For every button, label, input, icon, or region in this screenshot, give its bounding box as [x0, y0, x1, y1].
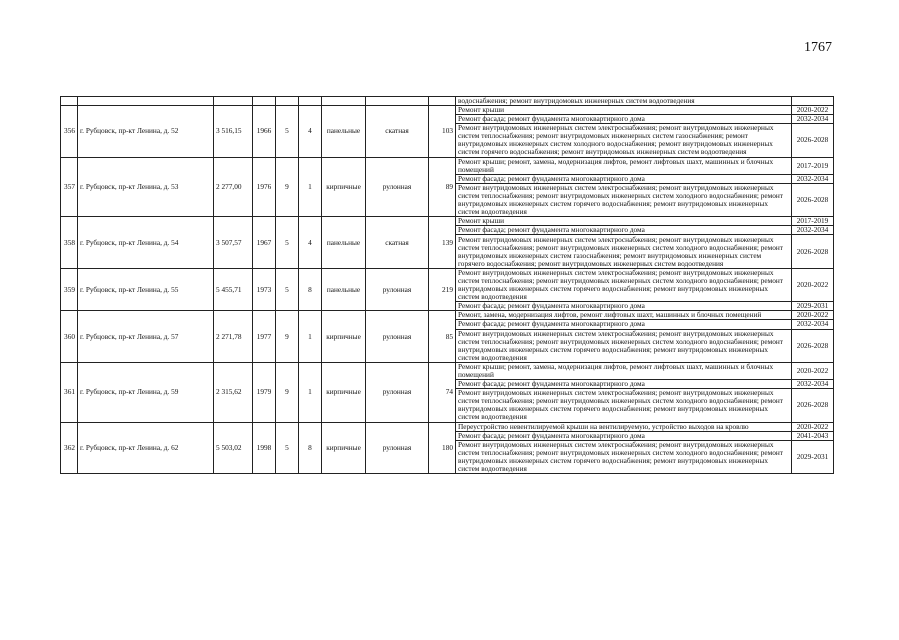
- build-year: 1966: [253, 106, 276, 158]
- roof-type: рулонная: [366, 422, 429, 474]
- period-cell: 2017-2019: [792, 217, 834, 226]
- residents-count: 85: [429, 311, 456, 363]
- table-row: [61, 217, 834, 226]
- building-address: г. Рубцовск, пр-кт Ленина, д. 52: [78, 106, 214, 158]
- period-cell: [792, 97, 834, 106]
- build-year: 1977: [253, 311, 276, 363]
- table-row: [61, 422, 834, 431]
- work-cell: Ремонт фасада; ремонт фундамента многоквартирного дома: [456, 320, 792, 329]
- work-cell: Ремонт внутридомовых инженерных систем электроснабжения; ремонт внутридомовых инженерных систем теплоснабжения; ремонт внутридомовых инженерных систем холодного водоснабжения; ремонт внутридомовых инженерных систем горячего водоснабжения; ремонт внутридомовых инженерных систем водоотведения: [456, 440, 792, 473]
- work-cell: Ремонт внутридомовых инженерных систем электроснабжения; ремонт внутридомовых инженерных систем теплоснабжения; ремонт внутридомовых инженерных систем холодного водоснабжения; ремонт внутридомовых инженерных систем газоснабжения; ремонт внутридомовых инженерных систем горячего водоснабжения; ремонт внутридомовых инженерных систем водоотведения: [456, 235, 792, 268]
- entrances-count: 8: [299, 422, 322, 474]
- wall-material: панельные: [322, 217, 366, 269]
- build-year: 1973: [253, 268, 276, 310]
- period-cell: 2020-2022: [792, 422, 834, 431]
- work-cell: Ремонт крыши: [456, 217, 792, 226]
- building-address: г. Рубцовск, пр-кт Ленина, д. 54: [78, 217, 214, 269]
- building-number: 357: [61, 157, 78, 217]
- table-row: [61, 311, 834, 320]
- building-area: 2 277,00: [214, 157, 253, 217]
- build-year: 1998: [253, 422, 276, 474]
- period-cell: 2020-2022: [792, 106, 834, 115]
- floors-count: 5: [276, 106, 299, 158]
- page-number: 1767: [804, 40, 832, 55]
- floors-count: 9: [276, 157, 299, 217]
- work-cell: Ремонт внутридомовых инженерных систем электроснабжения; ремонт внутридомовых инженерных систем теплоснабжения; ремонт внутридомовых инженерных систем холодного водоснабжения; ремонт внутридомовых инженерных систем горячего водоснабжения; ремонт внутридомовых инженерных систем водоотведения: [456, 389, 792, 422]
- period-cell: 2029-2031: [792, 440, 834, 473]
- work-cell: Ремонт внутридомовых инженерных систем электроснабжения; ремонт внутридомовых инженерных систем теплоснабжения; ремонт внутридомовых инженерных систем газоснабжения; ремонт внутридомовых инженерных систем холодного водоснабжения; ремонт внутридомовых инженерных систем горячего водоснабжения; ремонт внутридомовых инженерных систем водоотведения: [456, 124, 792, 157]
- period-cell: 2032-2034: [792, 320, 834, 329]
- period-cell: 2032-2034: [792, 174, 834, 183]
- work-cell: Ремонт крыши; ремонт, замена, модернизация лифтов, ремонт лифтовых шахт, машинных и блочных помещений: [456, 157, 792, 174]
- wall-material: кирпичные: [322, 311, 366, 363]
- residents-count: 139: [429, 217, 456, 269]
- entrances-count: 1: [299, 157, 322, 217]
- work-cell: Ремонт фасада; ремонт фундамента многоквартирного дома: [456, 380, 792, 389]
- wall-material: кирпичные: [322, 362, 366, 422]
- work-cell: Ремонт фасада; ремонт фундамента многоквартирного дома: [456, 431, 792, 440]
- floors-count: 5: [276, 422, 299, 474]
- period-cell: 2032-2034: [792, 380, 834, 389]
- wall-material: панельные: [322, 268, 366, 310]
- residents-count: 219: [429, 268, 456, 310]
- period-cell: 2029-2031: [792, 302, 834, 311]
- wall-material: кирпичные: [322, 422, 366, 474]
- work-cell: Ремонт, замена, модернизация лифтов, ремонт лифтовых шахт, машинных и блочных помещений: [456, 311, 792, 320]
- building-number: 359: [61, 268, 78, 310]
- period-cell: 2032-2034: [792, 115, 834, 124]
- building-address: г. Рубцовск, пр-кт Ленина, д. 53: [78, 157, 214, 217]
- roof-type: рулонная: [366, 157, 429, 217]
- building-area: 5 503,02: [214, 422, 253, 474]
- period-cell: 2020-2022: [792, 362, 834, 379]
- building-number: 360: [61, 311, 78, 363]
- building-number: 356: [61, 106, 78, 158]
- building-address: г. Рубцовск, пр-кт Ленина, д. 59: [78, 362, 214, 422]
- wall-material: панельные: [322, 106, 366, 158]
- wall-material: кирпичные: [322, 157, 366, 217]
- table-row: [61, 106, 834, 115]
- floors-count: 9: [276, 311, 299, 363]
- period-cell: 2026-2028: [792, 329, 834, 362]
- table-row: [61, 362, 834, 379]
- work-cell: Ремонт внутридомовых инженерных систем электроснабжения; ремонт внутридомовых инженерных систем теплоснабжения; ремонт внутридомовых инженерных систем холодного водоснабжения; ремонт внутридомовых инженерных систем горячего водоснабжения; ремонт внутридомовых инженерных систем водоотведения: [456, 329, 792, 362]
- capital-repair-table: [60, 96, 834, 474]
- period-cell: 2026-2028: [792, 124, 834, 157]
- period-cell: 2026-2028: [792, 389, 834, 422]
- period-cell: 2026-2028: [792, 183, 834, 216]
- build-year: 1979: [253, 362, 276, 422]
- table-row: [61, 268, 834, 301]
- work-cell: Ремонт крыши: [456, 106, 792, 115]
- work-cell: Ремонт внутридомовых инженерных систем электроснабжения; ремонт внутридомовых инженерных систем теплоснабжения; ремонт внутридомовых инженерных систем холодного водоснабжения; ремонт внутридомовых инженерных систем горячего водоснабжения; ремонт внутридомовых инженерных систем водоотведения: [456, 268, 792, 301]
- period-cell: 2020-2022: [792, 311, 834, 320]
- work-cell: водоснабжения; ремонт внутридомовых инженерных систем водоотведения: [456, 97, 792, 106]
- entrances-count: 4: [299, 217, 322, 269]
- building-number: 362: [61, 422, 78, 474]
- building-address: г. Рубцовск, пр-кт Ленина, д. 57: [78, 311, 214, 363]
- entrances-count: 1: [299, 311, 322, 363]
- continuation-row: [61, 97, 834, 106]
- building-address: г. Рубцовск, пр-кт Ленина, д. 62: [78, 422, 214, 474]
- work-cell: Ремонт фасада; ремонт фундамента многоквартирного дома: [456, 302, 792, 311]
- work-cell: Переустройство невентилируемой крыши на вентилируемую, устройство выходов на кровлю: [456, 422, 792, 431]
- period-cell: 2032-2034: [792, 226, 834, 235]
- roof-type: скатная: [366, 217, 429, 269]
- work-cell: Ремонт крыши; ремонт, замена, модернизация лифтов, ремонт лифтовых шахт, машинных и блочных помещений: [456, 362, 792, 379]
- roof-type: рулонная: [366, 362, 429, 422]
- build-year: 1967: [253, 217, 276, 269]
- roof-type: рулонная: [366, 311, 429, 363]
- residents-count: 180: [429, 422, 456, 474]
- period-cell: 2020-2022: [792, 268, 834, 301]
- work-cell: Ремонт фасада; ремонт фундамента многоквартирного дома: [456, 115, 792, 124]
- roof-type: рулонная: [366, 268, 429, 310]
- building-area: 2 315,62: [214, 362, 253, 422]
- residents-count: 103: [429, 106, 456, 158]
- period-cell: 2026-2028: [792, 235, 834, 268]
- building-area: 2 271,78: [214, 311, 253, 363]
- residents-count: 74: [429, 362, 456, 422]
- building-area: 3 516,15: [214, 106, 253, 158]
- work-cell: Ремонт фасада; ремонт фундамента многоквартирного дома: [456, 226, 792, 235]
- period-cell: 2017-2019: [792, 157, 834, 174]
- building-address: г. Рубцовск, пр-кт Ленина, д. 55: [78, 268, 214, 310]
- building-area: 3 507,57: [214, 217, 253, 269]
- entrances-count: 1: [299, 362, 322, 422]
- build-year: 1976: [253, 157, 276, 217]
- work-cell: Ремонт фасада; ремонт фундамента многоквартирного дома: [456, 174, 792, 183]
- floors-count: 5: [276, 268, 299, 310]
- floors-count: 9: [276, 362, 299, 422]
- floors-count: 5: [276, 217, 299, 269]
- period-cell: 2041-2043: [792, 431, 834, 440]
- building-number: 358: [61, 217, 78, 269]
- table-row: [61, 157, 834, 174]
- entrances-count: 8: [299, 268, 322, 310]
- building-number: 361: [61, 362, 78, 422]
- building-area: 5 455,71: [214, 268, 253, 310]
- roof-type: скатная: [366, 106, 429, 158]
- work-cell: Ремонт внутридомовых инженерных систем электроснабжения; ремонт внутридомовых инженерных систем теплоснабжения; ремонт внутридомовых инженерных систем холодного водоснабжения; ремонт внутридомовых инженерных систем горячего водоснабжения; ремонт внутридомовых инженерных систем водоотведения: [456, 183, 792, 216]
- entrances-count: 4: [299, 106, 322, 158]
- residents-count: 89: [429, 157, 456, 217]
